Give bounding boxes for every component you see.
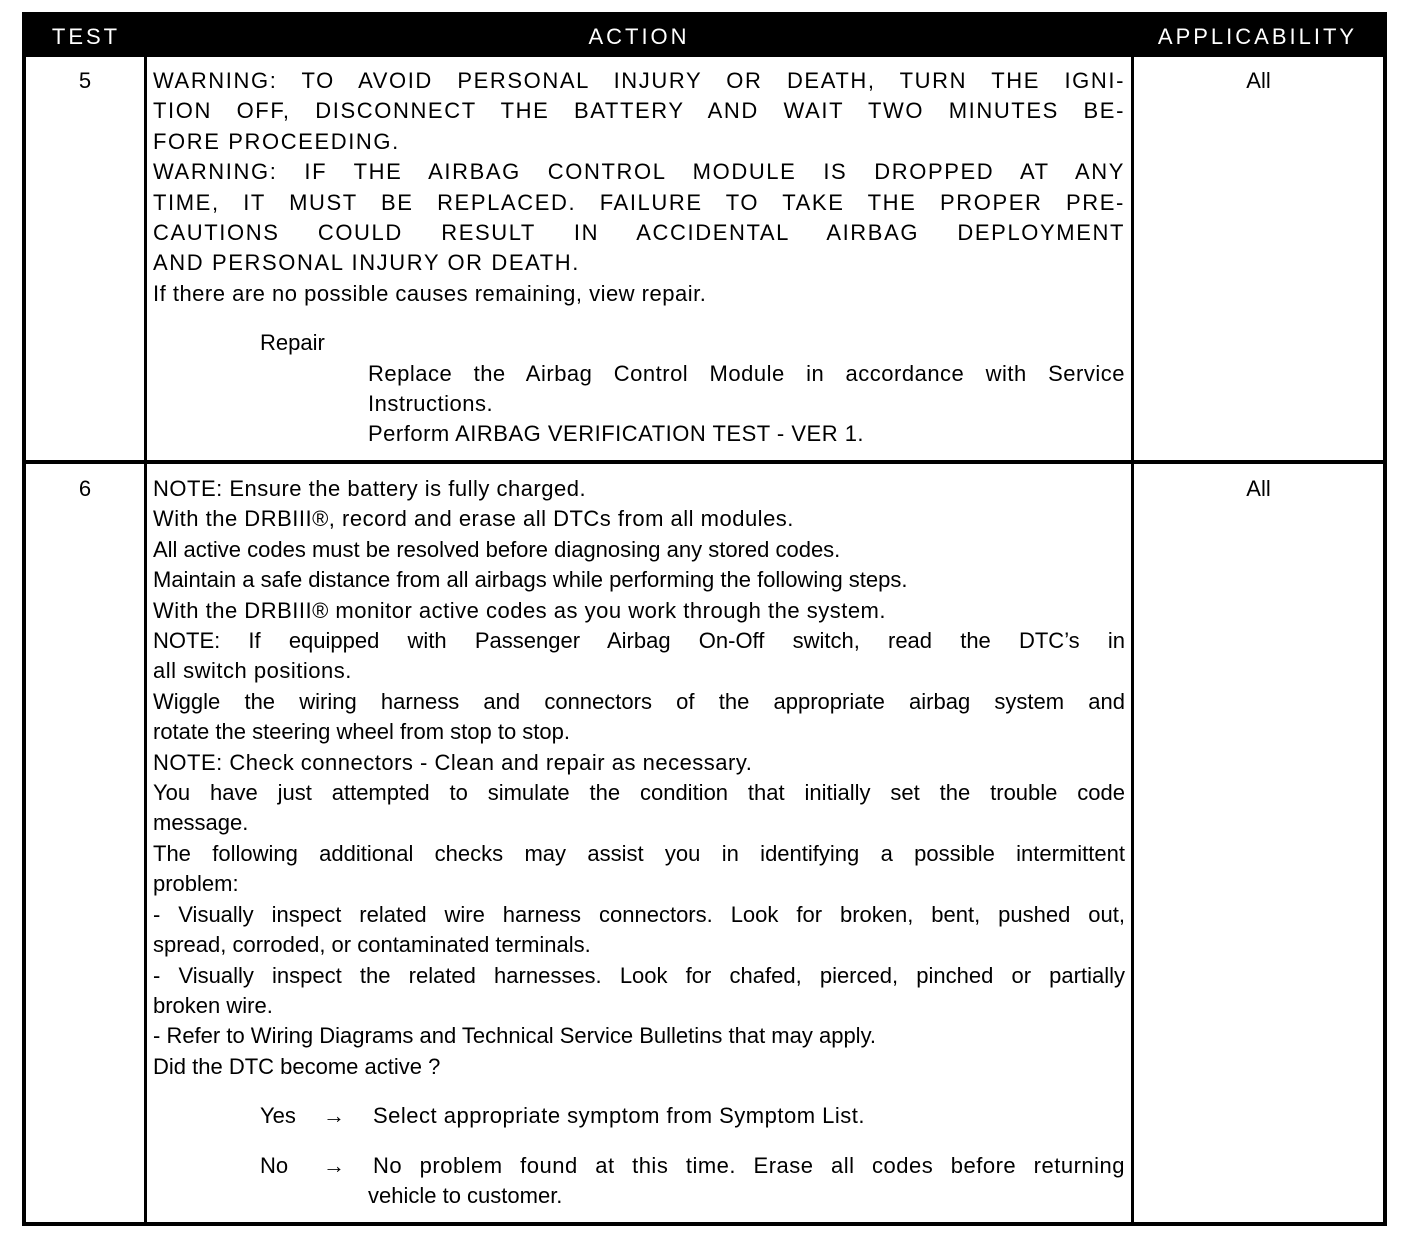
- check-line: spread, corroded, or contaminated terminals.: [153, 932, 591, 958]
- applicability-5: All: [1246, 68, 1271, 93]
- warning-line: TION OFF, DISCONNECT THE BATTERY AND WAIT TWO MINUTES BE-: [153, 98, 1125, 124]
- instruction-line: With the DRBIII®, record and erase all DTCs from all modules.: [153, 506, 794, 532]
- instruction-line: With the DRBIII® monitor active codes as you work through the system.: [153, 597, 886, 623]
- note-line: all switch positions.: [153, 658, 352, 684]
- option-yes: [153, 1101, 1125, 1131]
- warning-line: WARNING: TO AVOID PERSONAL INJURY OR DEATH, TURN THE IGNI-: [153, 68, 1125, 93]
- column-divider: [1131, 57, 1134, 1222]
- note-line: NOTE: Check connectors - Clean and repair as necessary.: [153, 749, 753, 775]
- arrow-right-icon: →: [323, 1152, 345, 1178]
- test-number-5: 5: [78, 68, 92, 93]
- check-line: - Refer to Wiring Diagrams and Technical Service Bulletins that may apply.: [153, 1023, 877, 1049]
- warning-line: TIME, IT MUST BE REPLACED. FAILURE TO TAKE THE PROPER PRE-: [153, 189, 1125, 215]
- instruction-line: problem:: [153, 871, 239, 897]
- option-label: No: [260, 1152, 289, 1178]
- header-applicability: APPLICABILITY: [1157, 24, 1358, 49]
- instruction-line: All active codes must be resolved before diagnosing any stored codes.: [153, 536, 841, 562]
- header-test: TEST: [51, 24, 121, 49]
- check-line: broken wire.: [153, 992, 273, 1018]
- question-line: Did the DTC become active ?: [153, 1053, 441, 1079]
- note-line: NOTE: Ensure the battery is fully charged.: [153, 476, 587, 501]
- action-cell-6: [153, 474, 1125, 1211]
- applicability-6: All: [1246, 476, 1271, 501]
- repair-label: Repair: [260, 330, 325, 356]
- check-line: - Visually inspect the related harnesses. Look for chafed, pierced, pinched or partially: [153, 962, 1125, 988]
- header-action: ACTION: [588, 24, 690, 49]
- instruction-line: message.: [153, 810, 249, 836]
- instruction-line: Wiggle the wiring harness and connectors of the appropriate airbag system and: [153, 688, 1125, 714]
- table-header: [26, 16, 1383, 57]
- diagnostic-table: [22, 12, 1387, 1226]
- instruction-line: rotate the steering wheel from stop to stop.: [153, 719, 571, 745]
- warning-line: AND PERSONAL INJURY OR DEATH.: [153, 250, 580, 276]
- repair-line: Instructions.: [368, 391, 494, 417]
- note-line: NOTE: If equipped with Passenger Airbag On-Off switch, read the DTC’s in: [153, 628, 1125, 654]
- option-text: No problem found at this time. Erase all codes before returning: [373, 1152, 1125, 1178]
- option-text: Select appropriate symptom from Symptom List.: [373, 1103, 865, 1129]
- warning-line: CAUTIONS COULD RESULT IN ACCIDENTAL AIRBAG DEPLOYMENT: [153, 220, 1125, 246]
- option-no: [153, 1151, 1125, 1181]
- warning-line: FORE PROCEEDING.: [153, 128, 400, 154]
- warning-line: WARNING: IF THE AIRBAG CONTROL MODULE IS DROPPED AT ANY: [153, 159, 1125, 185]
- instruction-line: If there are no possible causes remaining, view repair.: [153, 280, 707, 306]
- check-line: - Visually inspect related wire harness connectors. Look for broken, bent, pushed out,: [153, 901, 1125, 927]
- instruction-line: The following additional checks may assist you in identifying a possible intermittent: [153, 840, 1125, 866]
- arrow-right-icon: →: [323, 1103, 345, 1129]
- instruction-line: You have just attempted to simulate the condition that initially set the trouble code: [153, 780, 1125, 806]
- option-text-continued: vehicle to customer.: [368, 1182, 563, 1208]
- test-number-6: 6: [78, 476, 92, 501]
- instruction-line: Maintain a safe distance from all airbags while performing the following steps.: [153, 567, 908, 593]
- column-divider: [144, 57, 147, 1222]
- action-cell-5: [153, 66, 1125, 450]
- repair-line: Replace the Airbag Control Module in accordance with Service: [368, 360, 1125, 386]
- repair-line: Perform AIRBAG VERIFICATION TEST - VER 1.: [368, 421, 865, 447]
- row-divider: [26, 460, 1383, 464]
- option-label: Yes: [260, 1103, 296, 1129]
